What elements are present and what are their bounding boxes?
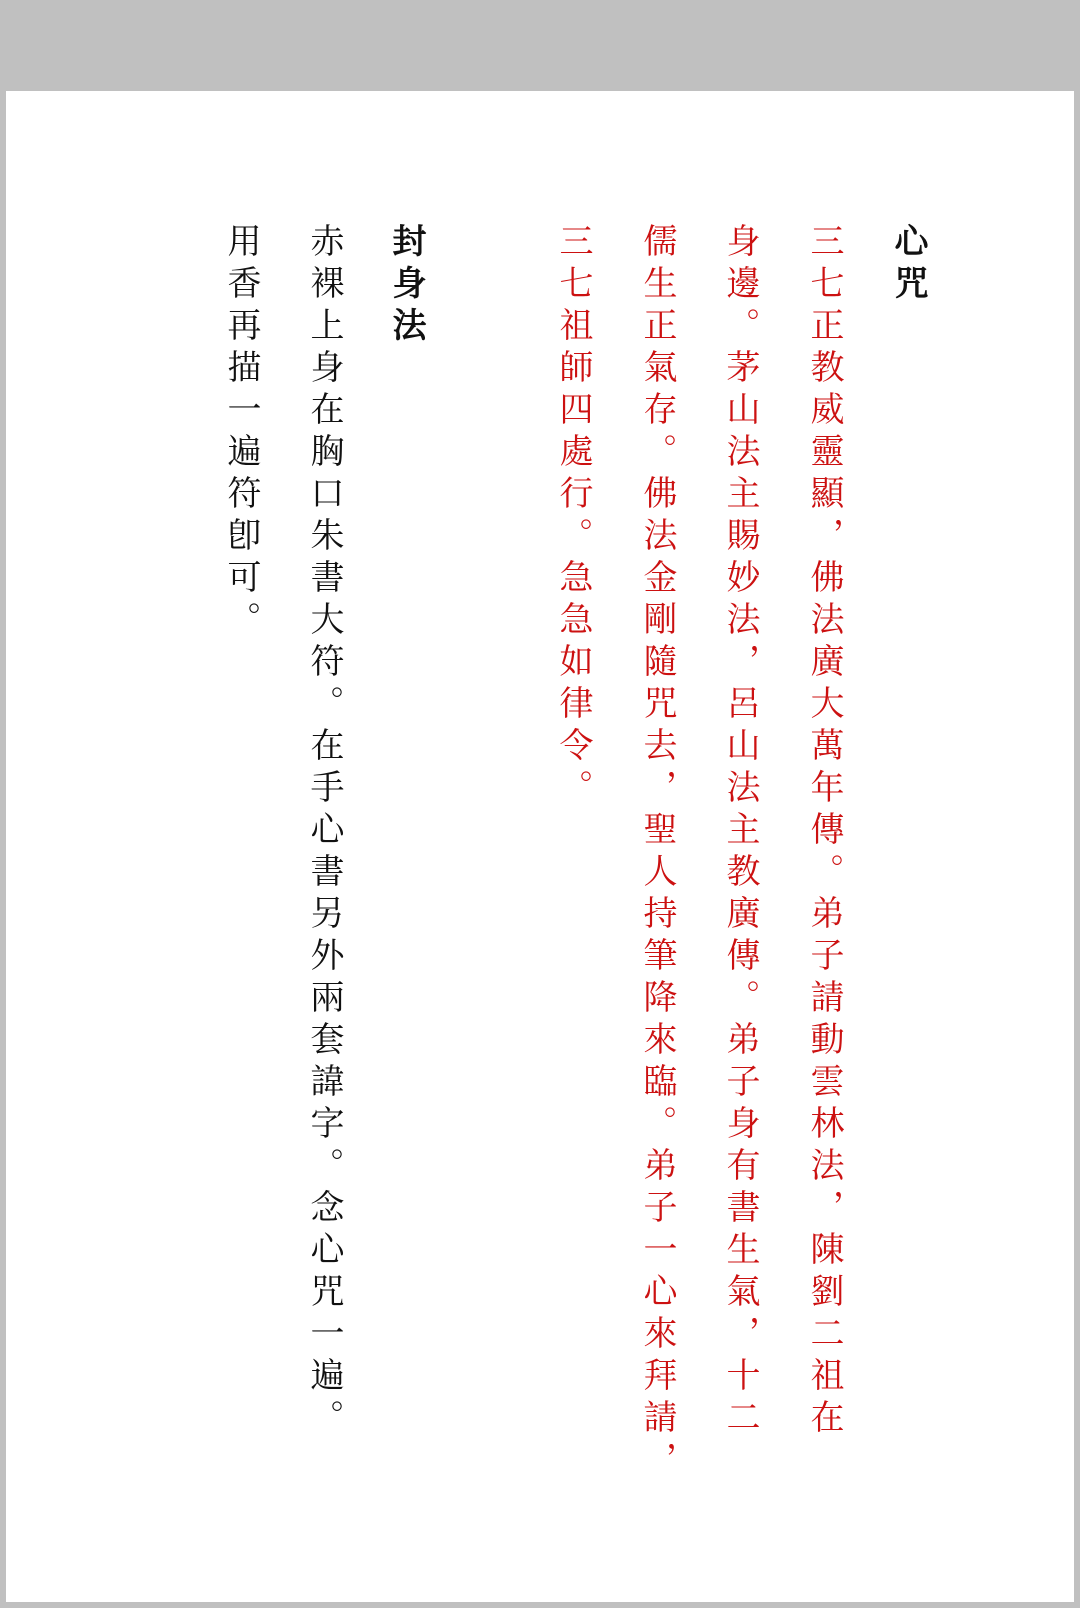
mantra-line-2: 身邊。茅山法主賜妙法，呂山法主教廣傳。弟子身有書生氣，十二 xyxy=(720,223,760,1441)
instruction-line-1: 赤裸上身在胸口朱書大符。在手心書另外兩套諱字。念心咒一遍。 xyxy=(304,223,344,1441)
section-title-body-sealing: 封身法 xyxy=(386,223,426,349)
mantra-line-3: 儒生正氣存。佛法金剛隨咒去，聖人持筆降來臨。弟子一心來拜請， xyxy=(637,223,677,1483)
mantra-line-4: 三七祖師四處行。急急如律令。 xyxy=(553,223,593,811)
instruction-line-2: 用香再描一遍符卽可。 xyxy=(221,223,261,643)
section-title-heart-mantra: 心咒 xyxy=(888,223,928,307)
mantra-line-1: 三七正教威靈顯，佛法廣大萬年傳。弟子請動雲林法，陳劉二祖在 xyxy=(804,223,844,1441)
document-page xyxy=(6,91,1074,1602)
